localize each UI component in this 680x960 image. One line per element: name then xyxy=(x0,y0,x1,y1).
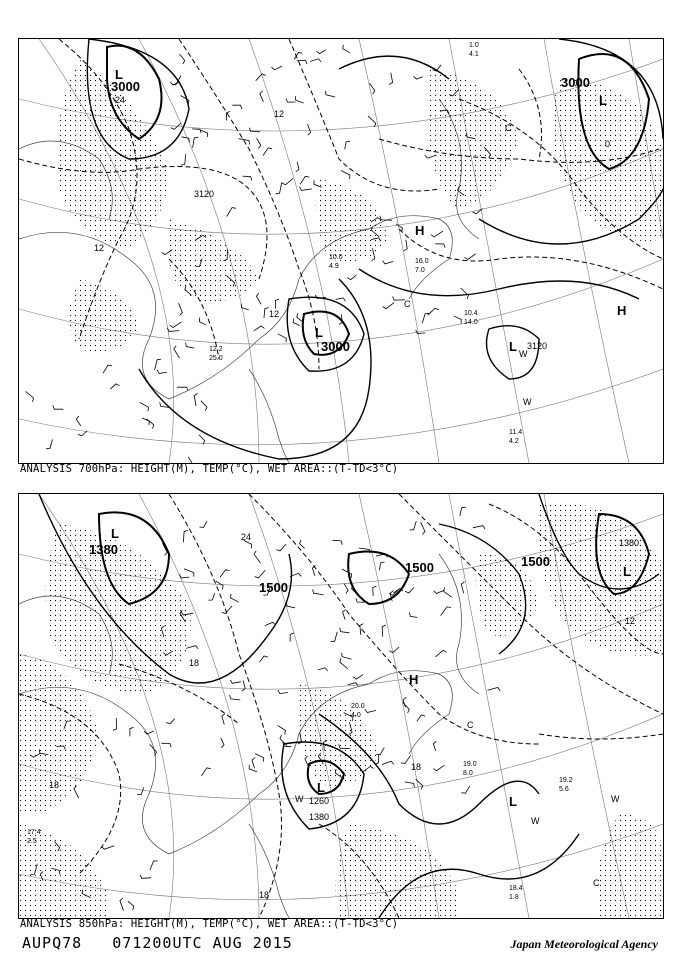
wind-barb xyxy=(343,45,350,53)
warm-center-marker: W xyxy=(611,794,620,804)
wind-barb xyxy=(192,129,201,133)
wind-barb xyxy=(335,298,345,301)
wind-barb xyxy=(353,675,363,680)
station-temp: 17.4 xyxy=(27,829,41,836)
high-center-marker: H xyxy=(409,672,419,687)
wind-barb xyxy=(201,401,207,411)
wind-barb xyxy=(382,625,386,637)
wind-barb xyxy=(276,544,286,551)
wind-barb xyxy=(383,303,395,309)
wind-barb xyxy=(102,846,115,850)
wind-barb xyxy=(342,653,352,660)
wind-barb xyxy=(265,622,276,625)
wind-barb xyxy=(428,308,439,315)
wind-barb xyxy=(227,208,236,217)
station-temp: 12.2 xyxy=(209,346,223,353)
high-center-marker: H xyxy=(415,223,425,238)
wind-barb xyxy=(180,54,185,64)
wind-barb xyxy=(434,590,445,593)
isotherm-label: 12 xyxy=(94,243,105,253)
wind-barb xyxy=(155,359,161,370)
wind-barb xyxy=(341,171,350,180)
wind-barb xyxy=(144,731,154,734)
station-dewpoint-depression: 25.0 xyxy=(209,355,223,362)
wind-barb xyxy=(296,96,304,103)
wind-barb xyxy=(272,66,283,70)
wind-barb xyxy=(208,593,214,600)
wind-barb xyxy=(340,658,348,669)
wind-barb xyxy=(310,59,321,62)
wind-barb xyxy=(256,293,261,304)
wind-barb xyxy=(297,313,303,322)
wind-barb xyxy=(184,569,194,577)
wind-barb xyxy=(177,387,188,391)
wind-barb xyxy=(431,231,443,237)
wind-barb xyxy=(488,688,501,691)
wind-barb xyxy=(199,435,205,445)
height-label: 3120 xyxy=(194,189,215,199)
wind-barb xyxy=(278,725,286,734)
wind-barb xyxy=(414,76,423,79)
map-700hpa xyxy=(18,38,664,464)
wind-barb xyxy=(313,589,324,595)
station-dewpoint-depression: 7.0 xyxy=(415,267,425,274)
station-temp: 19.2 xyxy=(559,777,573,784)
wind-barb xyxy=(120,898,124,911)
wind-barb xyxy=(220,570,230,578)
wind-barb xyxy=(325,91,335,97)
wind-barb xyxy=(200,521,207,527)
station-dewpoint-depression: 5.6 xyxy=(559,786,569,793)
wind-barb xyxy=(401,755,411,763)
wind-barb xyxy=(379,562,384,570)
cold-center-marker: C xyxy=(404,299,411,309)
height-label: 3000 xyxy=(561,75,590,90)
wind-barb xyxy=(254,551,260,563)
station-temp: 19.0 xyxy=(463,761,477,768)
height-label: 1380 xyxy=(89,542,118,557)
wind-barb xyxy=(276,182,282,193)
wind-barb xyxy=(183,530,188,542)
wind-barb xyxy=(140,875,151,879)
wind-barb xyxy=(278,334,287,343)
wind-barb xyxy=(433,741,436,751)
wind-barb xyxy=(150,861,158,870)
wind-barb xyxy=(282,178,293,185)
low-center-marker: L xyxy=(509,339,517,354)
wind-barb xyxy=(174,346,180,359)
wind-barb xyxy=(405,587,414,593)
height-label: 3000 xyxy=(321,339,350,354)
wind-barb xyxy=(435,244,445,248)
wind-barb xyxy=(186,646,198,649)
wind-barb xyxy=(473,526,485,529)
isotherm-label: 24 xyxy=(115,95,126,105)
wind-barb xyxy=(53,406,64,410)
wind-barb xyxy=(264,308,269,318)
wind-barb xyxy=(140,403,149,412)
wind-barb xyxy=(373,586,377,596)
wind-barb xyxy=(436,650,447,656)
wind-barb xyxy=(410,612,418,617)
wind-barb xyxy=(46,439,53,448)
wind-barb xyxy=(142,418,149,425)
station-dewpoint-depression: 4.9 xyxy=(329,263,339,270)
wind-barb xyxy=(368,116,376,127)
wind-barb xyxy=(286,602,295,608)
wind-barb xyxy=(294,53,302,60)
wind-barb xyxy=(255,570,266,578)
wind-barb xyxy=(293,319,300,326)
wind-barb xyxy=(333,540,343,544)
wind-barb xyxy=(460,507,466,516)
wind-barb xyxy=(263,148,272,156)
wind-barb xyxy=(252,758,255,769)
wind-barb xyxy=(464,254,475,260)
isotherm-label: 12 xyxy=(625,616,636,626)
agency-credit: Japan Meteorological Agency xyxy=(510,937,658,951)
chart-code: AUPQ78 xyxy=(22,934,83,952)
isotherm-label: 0 xyxy=(605,139,611,149)
wind-barb xyxy=(130,727,134,736)
wind-barb xyxy=(286,98,296,102)
wind-barb xyxy=(103,365,112,373)
caption-850hpa: ANALYSIS 850hPa: HEIGHT(M), TEMP(°C), WET AREA::(T-TD<3°C) xyxy=(20,918,399,930)
warm-center-marker: W xyxy=(523,397,532,407)
high-center-marker: H xyxy=(617,303,627,318)
wind-barb xyxy=(345,141,350,149)
low-center-marker: L xyxy=(317,780,325,795)
wind-barb xyxy=(343,610,346,620)
wind-barb xyxy=(255,754,264,762)
wind-barb xyxy=(243,176,252,181)
station-temp: 20.0 xyxy=(351,703,365,710)
low-center-marker: L xyxy=(111,526,119,541)
wind-barb xyxy=(382,761,394,764)
station-temp: 18.4 xyxy=(509,885,523,892)
wind-barb xyxy=(260,91,264,102)
station-temp: 11.4 xyxy=(509,429,523,436)
warm-center-marker: W xyxy=(531,816,540,826)
wind-barb xyxy=(113,718,117,730)
wind-barb xyxy=(433,765,444,771)
wind-barb xyxy=(242,681,245,692)
wind-barb xyxy=(222,714,225,725)
wind-barb xyxy=(278,690,288,694)
wind-barb xyxy=(441,607,451,616)
station-dewpoint-depression: 14.0 xyxy=(464,319,478,326)
isotherm-label: 24 xyxy=(241,532,252,542)
station-temp: 10.0 xyxy=(329,254,343,261)
wind-barb xyxy=(78,431,87,436)
station-dewpoint-depression: 4.0 xyxy=(351,712,361,719)
wind-barb xyxy=(383,261,394,264)
wind-barb xyxy=(318,668,328,671)
low-center-marker: L xyxy=(315,325,323,340)
isotherm-label: 18 xyxy=(259,890,270,900)
wind-barb xyxy=(128,901,134,910)
station-temp: 10.4 xyxy=(464,310,478,317)
wind-barb xyxy=(231,594,239,602)
wind-barb xyxy=(300,187,312,191)
wind-barb xyxy=(296,162,299,172)
station-temp: 16.0 xyxy=(415,258,429,265)
wind-barb xyxy=(260,656,268,662)
map-700hpa-canvas xyxy=(19,39,663,463)
height-label: 3000 xyxy=(111,79,140,94)
wind-barb xyxy=(461,786,469,793)
isotherm-label: 12 xyxy=(274,109,285,119)
low-center-marker: L xyxy=(115,67,123,82)
wind-barb xyxy=(186,343,195,349)
wind-barb xyxy=(300,540,305,549)
wind-barb xyxy=(389,647,399,653)
wind-barb xyxy=(179,303,183,315)
low-center-marker: L xyxy=(509,794,517,809)
height-label: 1380 xyxy=(619,538,640,548)
wind-barb xyxy=(179,574,189,578)
map-850hpa xyxy=(18,493,664,919)
wind-barb xyxy=(226,111,230,120)
wind-barb xyxy=(254,326,265,331)
station-dewpoint-depression: 4.1 xyxy=(469,51,479,58)
low-center-marker: L xyxy=(623,564,631,579)
chart-datetime: 071200UTC AUG 2015 xyxy=(112,934,293,952)
wind-barb xyxy=(290,633,294,642)
wind-barb xyxy=(222,606,232,614)
wind-barb xyxy=(193,137,199,148)
height-label: 1260 xyxy=(309,796,330,806)
wind-barb xyxy=(110,384,119,389)
height-label: 1500 xyxy=(521,554,550,569)
station-dewpoint-depression: 8.0 xyxy=(463,770,473,777)
wind-barb xyxy=(365,709,376,712)
height-label: 1500 xyxy=(259,580,288,595)
station-dewpoint-depression: 1.8 xyxy=(509,894,519,901)
isotherm-label: 18 xyxy=(49,780,60,790)
wind-barb xyxy=(256,74,266,81)
station-dewpoint-depression: 4.2 xyxy=(509,438,519,445)
station-dewpoint-depression: 2.5 xyxy=(27,838,37,845)
wind-barb xyxy=(162,743,172,747)
map-850hpa-canvas xyxy=(19,494,663,918)
height-label: 1380 xyxy=(309,812,330,822)
wind-barb xyxy=(300,176,309,184)
height-label: 1500 xyxy=(405,560,434,575)
wind-barb xyxy=(461,288,469,299)
low-center-marker: L xyxy=(599,93,607,108)
wind-barb xyxy=(76,416,81,426)
wind-barb xyxy=(315,295,325,299)
wind-barb xyxy=(230,680,241,683)
wind-barb xyxy=(194,394,197,407)
wind-barb xyxy=(461,582,464,593)
wind-barb xyxy=(340,628,350,633)
wind-barb xyxy=(170,322,182,328)
wind-barb xyxy=(137,788,144,795)
wind-barb xyxy=(405,782,415,787)
wind-barb xyxy=(201,768,210,776)
wind-barb xyxy=(182,137,190,142)
wind-barb xyxy=(26,391,34,401)
wind-barb xyxy=(389,73,392,85)
wind-barb xyxy=(360,624,364,635)
cold-center-marker: C xyxy=(505,123,512,133)
chart-id xyxy=(22,934,293,952)
wind-barb xyxy=(230,695,241,700)
cold-center-marker: C xyxy=(593,878,600,888)
wind-barb xyxy=(166,719,175,724)
wind-barb xyxy=(410,521,417,530)
isotherm-label: 12 xyxy=(269,309,280,319)
warm-center-marker: W xyxy=(519,349,528,359)
wind-barb xyxy=(454,316,462,324)
wind-barb xyxy=(275,299,279,309)
wind-barb xyxy=(444,588,452,598)
wind-barb xyxy=(347,275,356,280)
wind-barb xyxy=(344,583,348,593)
wind-barb xyxy=(167,328,179,332)
wind-barb xyxy=(221,738,224,748)
wind-barb xyxy=(421,522,425,534)
isotherm-label: 18 xyxy=(411,762,422,772)
caption-700hpa: ANALYSIS 700hPa: HEIGHT(M), TEMP(°C), WET AREA::(T-TD<3°C) xyxy=(20,463,399,475)
height-label: 3120 xyxy=(527,341,548,351)
warm-center-marker: W xyxy=(295,794,304,804)
wind-barb xyxy=(308,124,311,135)
wind-barb xyxy=(417,715,426,721)
cold-center-marker: C xyxy=(467,720,474,730)
wind-barb xyxy=(404,240,408,251)
wind-barb xyxy=(232,105,242,109)
wind-barb xyxy=(249,128,259,132)
wind-barb xyxy=(74,786,79,798)
wind-barb xyxy=(157,370,167,374)
wind-barb xyxy=(181,154,186,165)
station-temp: 1.0 xyxy=(469,42,479,49)
wind-barb xyxy=(249,765,257,772)
wind-barb xyxy=(200,130,208,137)
isotherm-label: 18 xyxy=(189,658,200,668)
wind-barb xyxy=(331,632,338,642)
wind-barb xyxy=(316,50,326,54)
wind-barb xyxy=(257,138,261,148)
wind-barb xyxy=(199,318,205,325)
